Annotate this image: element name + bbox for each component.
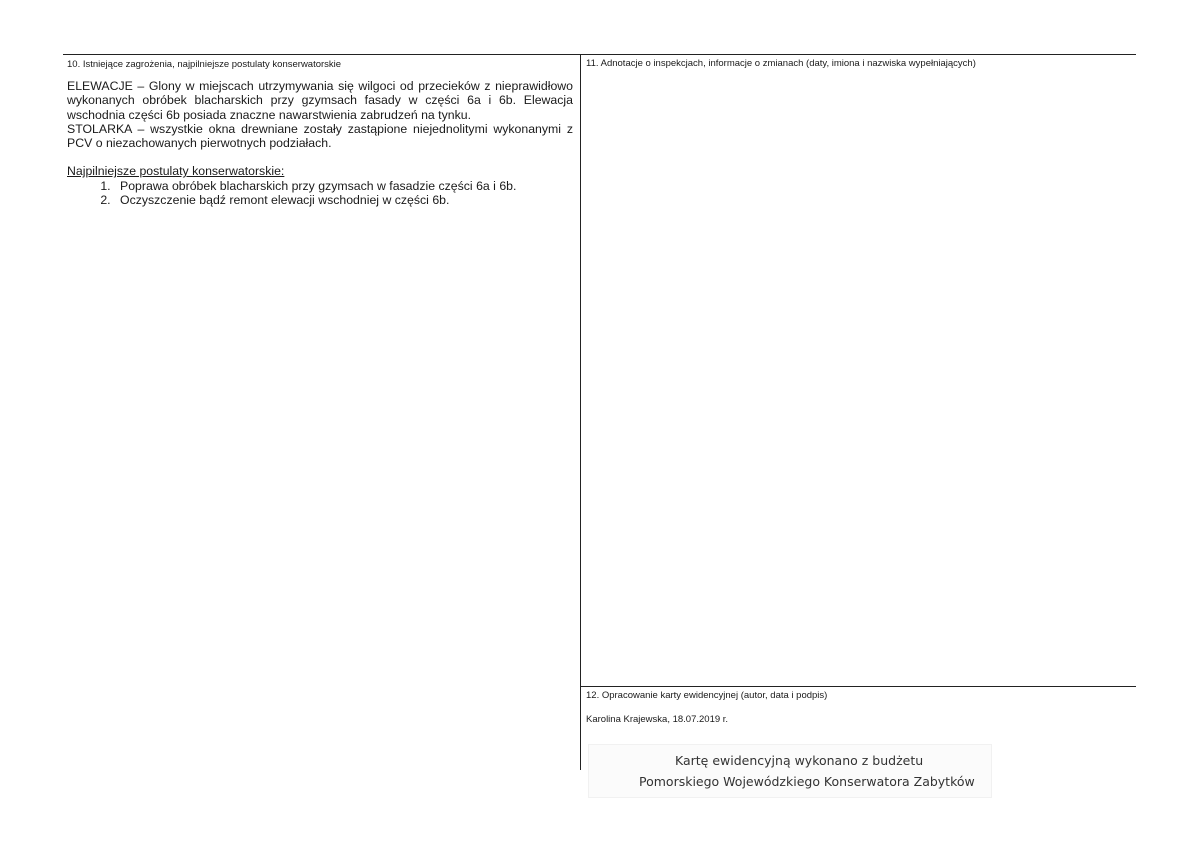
section-12-label: 12. Opracowanie karty ewidencyjnej (autor, data i podpis) xyxy=(586,690,828,701)
elevations-paragraph: ELEWACJE – Glony w miejscach utrzymywania się wilgoci od przecieków z nieprawidłowo wykonanych obróbek blacharskich przy gzymsach fasady w części 6a i 6b. Elewacja wschodnia części 6b posiada znaczne nawarstwienia zabrudzeń na tynku. xyxy=(67,79,573,122)
section-12-rule xyxy=(580,686,1136,687)
column-divider xyxy=(580,54,581,770)
stamp-line-2: Pomorskiego Wojewódzkiego Konserwatora Zabytków xyxy=(639,774,975,789)
author-date: Karolina Krajewska, 18.07.2019 r. xyxy=(586,714,729,725)
postulates-heading: Najpilniejsze postulaty konserwatorskie: xyxy=(67,164,285,179)
stamp-line-1: Kartę ewidencyjną wykonano z budżetu xyxy=(675,753,924,768)
postulates-list xyxy=(67,179,573,208)
section-11-label: 11. Adnotacje o inspekcjach, informacje o zmianach (daty, imiona i nazwiska wypełniających) xyxy=(586,58,976,69)
top-rule xyxy=(63,54,1136,55)
joinery-paragraph: STOLARKA – wszystkie okna drewniane zostały zastąpione niejednolitymi wykonanymi z PCV o niezachowanych pierwotnych podziałach. xyxy=(67,121,573,151)
section-10-label: 10. Istniejące zagrożenia, najpilniejsze postulaty konserwatorskie xyxy=(67,59,342,70)
funding-stamp xyxy=(588,744,992,798)
postulate-item: 1. Poprawa obróbek blacharskich przy gzymsach w fasadzie części 6a i 6b. xyxy=(114,179,573,193)
section-10-body xyxy=(67,79,573,207)
postulate-item: 2. Oczyszczenie bądź remont elewacji wschodniej w części 6b. xyxy=(114,193,573,207)
